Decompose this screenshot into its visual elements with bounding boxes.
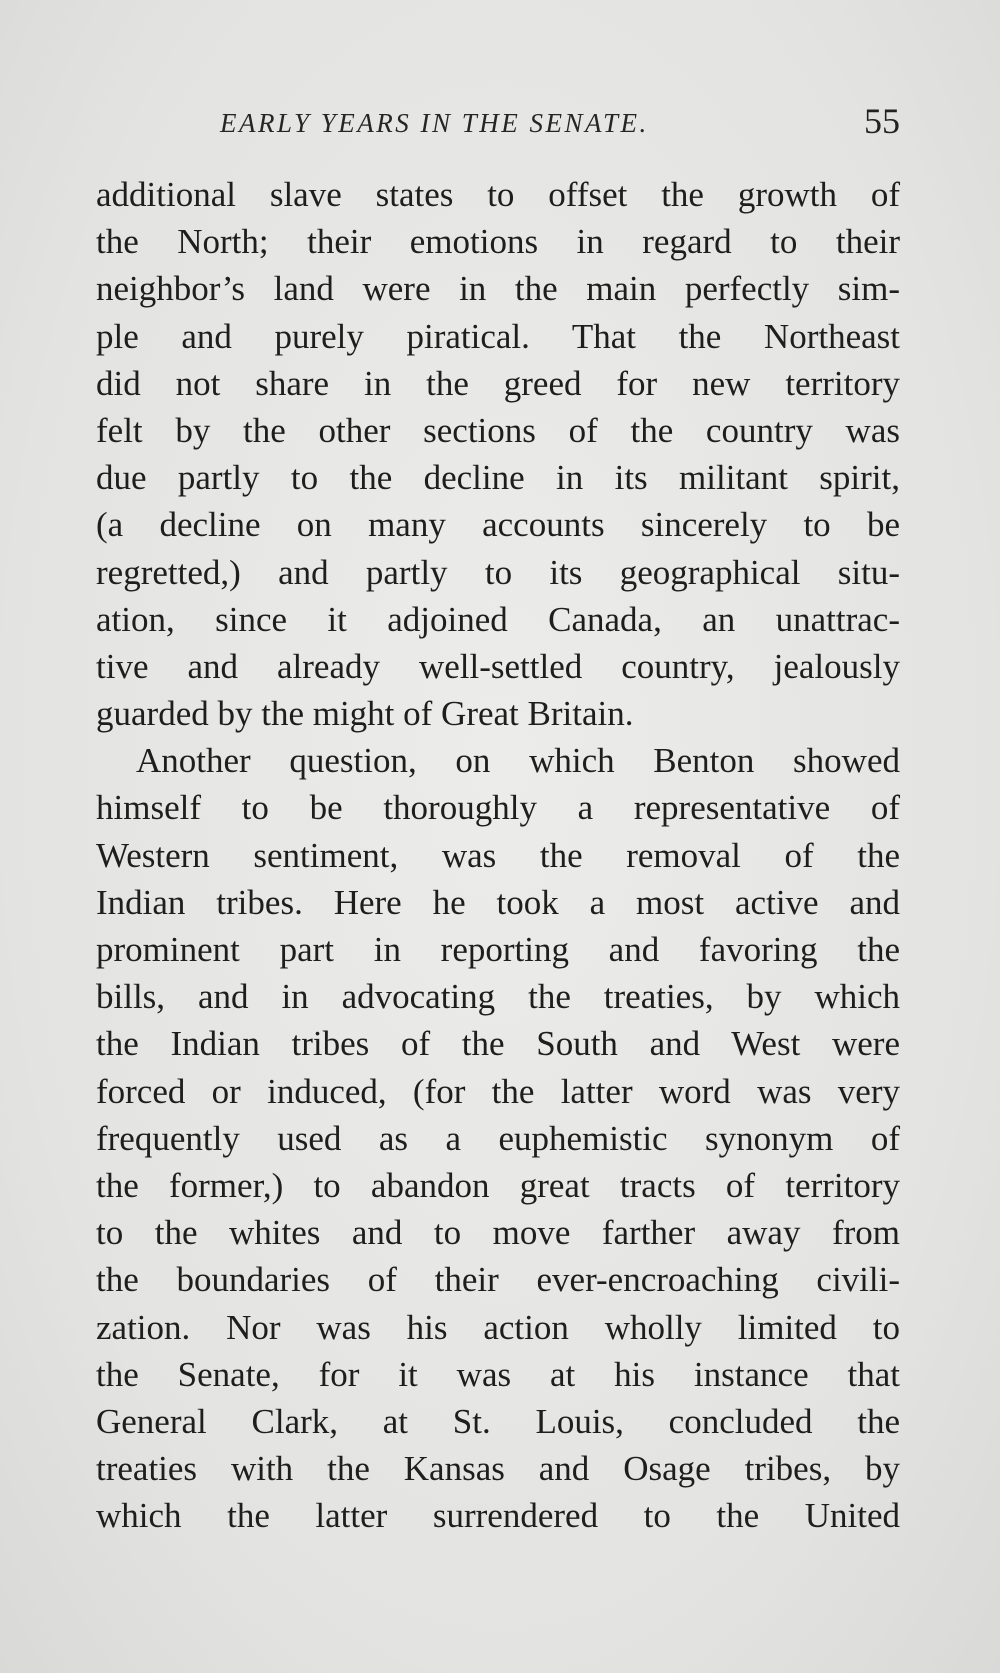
text-line: (a decline on many accounts sincerely to be	[96, 505, 900, 545]
text-line: to the whites and to move farther away from	[96, 1213, 900, 1253]
text-line: the Indian tribes of the South and West were	[96, 1024, 900, 1064]
text-line: felt by the other sections of the country was	[96, 410, 900, 450]
text-line: frequently used as a euphemistic synonym of	[96, 1118, 900, 1158]
text-line: neighbor’s land were in the main perfectly sim-	[96, 269, 900, 309]
running-head	[96, 100, 900, 150]
text-line: prominent part in reporting and favoring the	[96, 930, 900, 969]
text-line: General Clark, at St. Louis, concluded the	[96, 1401, 900, 1441]
running-title: EARLY YEARS IN THE SENATE.	[220, 108, 649, 138]
text-line: Indian tribes. Here he took a most active and	[96, 882, 900, 922]
text-line: himself to be thoroughly a representative of	[96, 788, 900, 828]
text-line: did not share in the greed for new territory	[96, 363, 900, 403]
body-text	[96, 171, 900, 1539]
text-line: bills, and in advocating the treaties, by which	[96, 977, 900, 1017]
text-line: the Senate, for it was at his instance that	[96, 1354, 900, 1394]
text-line: ple and purely piratical. That the Northeast	[96, 316, 900, 356]
text-line: treaties with the Kansas and Osage tribes, by	[96, 1449, 900, 1489]
paragraph-start-line: Another question, on which Benton showed	[136, 741, 900, 781]
text-line: additional slave states to offset the growth of	[96, 175, 900, 214]
text-line: zation. Nor was his action wholly limited to	[96, 1307, 900, 1347]
text-line: regretted,) and partly to its geographical situ-	[96, 552, 900, 592]
page-number: 55	[864, 101, 900, 141]
paragraph-end-line: guarded by the might of Great Britain.	[96, 694, 634, 734]
text-line: due partly to the decline in its militant spirit,	[96, 458, 900, 498]
text-line: which the latter surrendered to the United	[96, 1496, 900, 1536]
text-line: the former,) to abandon great tracts of territory	[96, 1165, 900, 1205]
text-line: tive and already well-settled country, jealously	[96, 646, 900, 686]
text-line: Western sentiment, was the removal of the	[96, 835, 900, 875]
text-line: forced or induced, (for the latter word was very	[96, 1071, 900, 1111]
text-line: the boundaries of their ever-encroaching civili-	[96, 1260, 900, 1300]
text-line: ation, since it adjoined Canada, an unattrac-	[96, 599, 900, 639]
text-line: the North; their emotions in regard to their	[96, 222, 900, 262]
